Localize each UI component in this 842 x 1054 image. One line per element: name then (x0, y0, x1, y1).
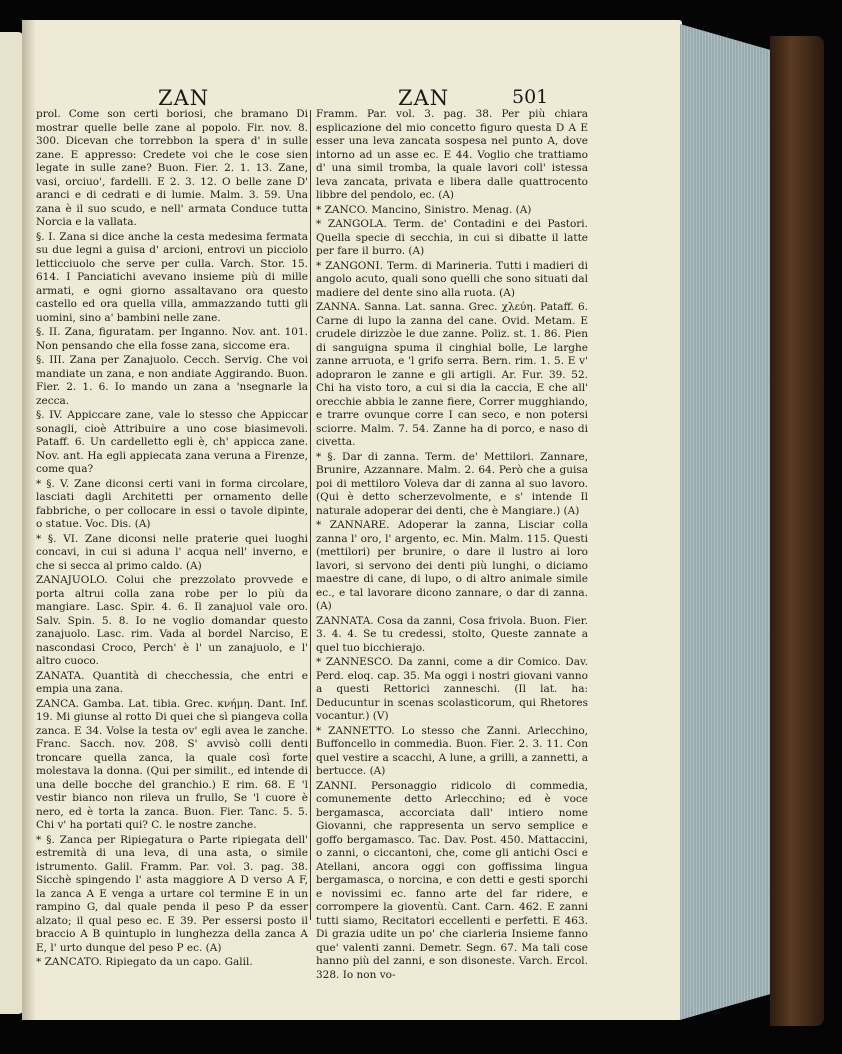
dictionary-entry: * §. Dar di zanna. Term. de' Mettilori. Zannare, Brunire, Azzannare. Malm. 2. 64. Però che a guisa poi di mettiloro Voleva dar di zanna al suo lavoro. (Qui è detto scherzevolmente, e s' intende Il naturale adoperar dei denti, che è Mangiare.) (A) (316, 450, 588, 517)
left-column (36, 108, 308, 971)
dictionary-entry: ZANNATA. Cosa da zanni, Cosa frivola. Buon. Fier. 3. 4. 4. Se tu credessi, stolto, Queste zannate a quel tuo bicchierajo. (316, 614, 588, 654)
dictionary-entry: * §. Zanca per Ripiegatura o Parte ripiegata dell' estremità di una leva, di una asta, o simile istrumento. Galil. Framm. Par. vol. 3. pag. 38. Sicchè spingendo l' asta maggiore A D verso A F, la zanca A E venga a urtare col termine E in un rampino G, dal quale penda il peso P da esser alzato; il qual peso ec. E 39. Per essersi posto il braccio A B quintuplo in lunghezza della zanca A E, l' urto dunque del peso P ec. (A) (36, 833, 308, 954)
dictionary-entry: * ZANGONI. Term. di Marineria. Tutti i madieri di angolo acuto, quali sono quelli che sono situati dal madiere del dente sino alla ruota. (A) (316, 259, 588, 299)
dictionary-entry: §. III. Zana per Zanajuolo. Cecch. Servig. Che voi mandiate un zana, e non andiate Aggirando. Buon. Fier. 2. 1. 6. Io mando un zana a 'nsegnarle la zecca. (36, 354, 308, 407)
right-running-head: ZAN (398, 86, 450, 110)
page-gutter (22, 20, 36, 1020)
left-running-head: ZAN (158, 86, 210, 110)
page-number: 501 (512, 86, 549, 108)
right-column (316, 108, 588, 983)
dictionary-entry: * ZANNARE. Adoperar la zanna, Lisciar colla zanna l' oro, l' argento, ec. Min. Malm. 115. Questi (mettilori) per brunire, o dare il lustro ai loro lavori, si servono dei denti più lunghi, o diciamo maestre di cane, di lupo, o di altro animale simile ec., e tal lavorare dicono zannare, o dar di zanna. (A) (316, 519, 588, 612)
dictionary-entry: * ZANGOLA. Term. de' Contadini e dei Pastori. Quella specie di secchia, in cui si dibatte il latte per fare il burro. (A) (316, 218, 588, 257)
dictionary-entry: * ZANNETTO. Lo stesso che Zanni. Arlecchino, Buffoncello in commedia. Buon. Fier. 2. 3. 11. Con quel vestire a scacchi, A lune, a grilli, a zannetti, a bertucce. (A) (316, 724, 588, 777)
dictionary-entry: ZANNI. Personaggio ridicolo di commedia, comunemente detto Arlecchino; ed è voce bergamasca, accorciata dall' intiero nome Giovanni, che rappresenta un servo semplice e goffo bergamasco. Tac. Dav. Post. 450. Mattaccini, o zanni, o ciccantoni, che, come gli antichi Osci e Atellani, ancora oggi con goffissima lingua bergamasca, o norcina, e con detti e gesti sporchi e novissimi ec. fanno arte del far ridere, e corrompere la gioventù. Cant. Carn. 462. E zanni tutti siamo, Recitatori eccellenti e perfetti. E 463. Di grazia udite un po' che ciarleria Insieme fanno que' valenti zanni. Demetr. Segn. 67. Ma tali cose hanno più del zanni, e son disoneste. Varch. Ercol. 328. Io non vo- (316, 779, 588, 981)
dictionary-entry: §. II. Zana, figuratam. per Inganno. Nov. ant. 101. Non pensando che ella fosse zana, siccome era. (36, 326, 308, 352)
dictionary-entry: * §. VI. Zane diconsi nelle praterie quei luoghi concavi, in cui si aduna l' acqua nell' inverno, e che si secca al primo caldo. (A) (36, 532, 308, 572)
page-fore-edge (680, 24, 784, 1020)
dictionary-entry: * §. V. Zane diconsi certi vani in forma circolare, lasciati dagli Architetti per ornamento delle fabbriche, o per collocare in essi o tavole dipinte, o statue. Voc. Dis. (A) (36, 477, 308, 530)
dictionary-entry: ZANCA. Gamba. Lat. tibia. Grec. κνήμη. Dant. Inf. 19. Mi giunse al rotto Di quei che sì piangeva colla zanca. E 34. Volse la testa ov' egli avea le zanche. Franc. Sacch. nov. 208. S' avvisò colli denti troncare quella zanca, la quale così forte molestava la donna. (Qui per similit., ed intende di una delle bocche del granchio.) E rim. 68. E 'l vestir bianco non rileva un frullo, Se 'l cuore è nero, ed è torta la zanca. Buon. Fier. Tanc. 5. 5. Chi v' ha portati qui? C. le nostre zanche. (36, 697, 308, 831)
book-cover-edge (770, 36, 824, 1026)
dictionary-entry: ZANNA. Sanna. Lat. sanna. Grec. χλεύη. Pataff. 6. Carne di lupo la zanna del cane. Ovid. Metam. E crudele dirizzòe le due zanne. Poliz. st. 1. 86. Pien di sanguigna spuma il cinghial bolle, Le larghe zanne arruota, e 'l grifo serra. Bern. rim. 1. 5. E v' adopraron le zanne e gli artigli. Ar. Fur. 39. 52. Chi ha visto toro, a cui si dia la caccia, E che all' orecchie abbia le zanne fiere, Correr mugghiando, e trarre ovunque corre I can seco, e non potersi sciorre. Malm. 7. 54. Zanne ha di porco, e naso di civetta. (316, 301, 588, 448)
dictionary-entry: §. I. Zana si dice anche la cesta medesima fermata su due legni a guisa d' arcioni, entrovi un picciolo letticciuolo che serve per culla. Varch. Stor. 15. 614. I Panciatichi avevano insieme più di mille armati, e ogni giorno assaltavano ora questo castello ed ora quella villa, ammazzando tutti gli uomini, sino a' bambini nelle zane. (36, 230, 308, 324)
dictionary-entry: §. IV. Appiccare zane, vale lo stesso che Appiccar sonagli, cioè Attribuire a uno cose biasimevoli. Pataff. 6. Un cardelletto egli è, ch' appicca zane. Nov. ant. Ha egli appiecata zana veruna a Firenze, come qua? (36, 409, 308, 475)
previous-page-edge (0, 32, 24, 1014)
dictionary-entry: prol. Come son certi boriosi, che bramano Di mostrar quelle belle zane al popolo. Fir. nov. 8. 300. Dicevan che torrebbon la spera d' in sulle zane. E appresso: Credete voi che le cose sien legate in sulle zane? Buon. Fier. 2. 1. 13. Zane, vasi, orciuo', fardelli. E 2. 3. 12. O belle zane D' aranci e di cedrati e di lumie. Malm. 3. 59. Una zana è il suo scudo, e nell' armata Conduce tutta Norcia e la vallata. (36, 108, 308, 228)
dictionary-entry: * ZANCATO. Ripiegato da un capo. Galil. (36, 956, 253, 968)
dictionary-entry: ZANAJUOLO. Colui che prezzolato provvede e porta altrui colla zana robe per lo più da mangiare. Lasc. Spir. 4. 6. Il zanajuol vale oro. Salv. Spin. 5. 8. Io ne voglio domandar questo zanajuolo. Lasc. rim. Vada al bordel Narciso, E nascondasi Croco, Perch' è l' un zanajuolo, e l' altro cuoco. (36, 574, 308, 667)
dictionary-entry: Framm. Par. vol. 3. pag. 38. Per più chiara esplicazione del mio concetto figuro questa D A E esser una leva zancata sospesa nel punto A, dove intorno ad un asse ec. E 44. Voglio che trattiamo d' una simil tromba, la quale lavori coll' istessa leva zancata, privata e libera dalle quattrocento libbre del pendolo, ec. (A) (316, 108, 588, 201)
dictionary-entry: ZANATA. Quantità di checchessia, che entri e empia una zana. (36, 669, 308, 695)
dictionary-entry: * ZANCO. Mancino, Sinistro. Menag. (A) (316, 203, 532, 216)
dictionary-entry: * ZANNESCO. Da zanni, come a dir Comico. Dav. Perd. eloq. cap. 35. Ma oggi i nostri giovani vanno a questi Rettorici zanneschi. (Il lat. ha: Deducuntur in scenas scolasticorum, qui Rhetores vocantur.) (V) (316, 656, 588, 722)
column-divider (310, 110, 311, 920)
